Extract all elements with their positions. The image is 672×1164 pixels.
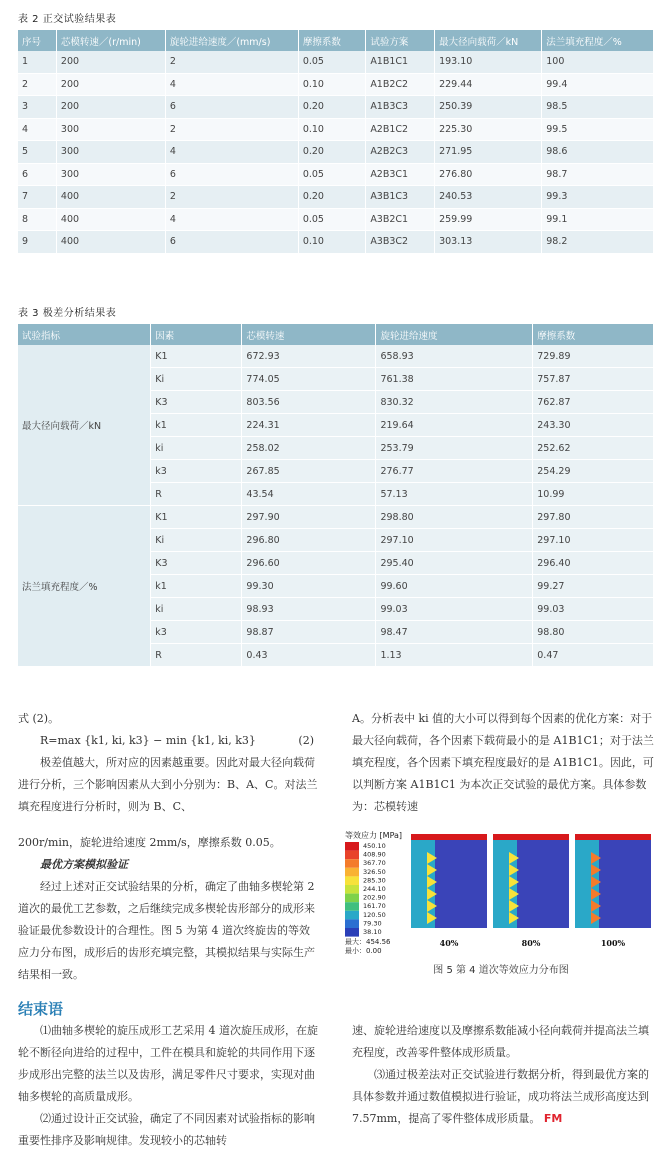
table-cell: 98.6	[542, 141, 654, 164]
stress-panel	[411, 834, 487, 948]
table-cell: 400	[56, 186, 165, 209]
table-cell: 99.03	[376, 598, 533, 621]
column-header: 序号	[18, 30, 56, 51]
legend-value: 38.10	[363, 928, 382, 936]
table-cell: Ki	[151, 368, 242, 391]
table-cell: 1.13	[376, 644, 533, 667]
table-row	[18, 51, 654, 73]
right-column	[352, 708, 654, 818]
table-cell: 254.29	[533, 460, 654, 483]
table-cell: k1	[151, 414, 242, 437]
table-cell: 2	[165, 51, 298, 73]
text-line: 式 (2)。	[18, 712, 60, 725]
table-cell: 4	[165, 73, 298, 96]
table-cell: 0.43	[242, 644, 376, 667]
table-cell: 3	[18, 96, 56, 119]
legend-value: 367.70	[363, 859, 386, 868]
table-cell: 99.60	[376, 575, 533, 598]
panel-label: 40%	[439, 938, 459, 948]
legend-value: 408.90	[363, 850, 386, 859]
table-cell: 2	[18, 73, 56, 96]
table-cell: 0.10	[298, 73, 365, 96]
text-line: 200r/min，旋轮进给速度 2mm/s，摩擦系数 0.05。	[18, 836, 281, 849]
column-header: 芯模转速／(r/min)	[56, 30, 165, 51]
table-cell: 300	[56, 163, 165, 186]
table-cell: 258.02	[242, 437, 376, 460]
table-cell: 98.7	[542, 163, 654, 186]
group-label: 法兰填充程度／%	[18, 506, 151, 667]
table-cell: 57.13	[376, 483, 533, 506]
paragraph: 极差值越大，所对应的因素越重要。因此对最大径向载荷进行分析，三个影响因素从大到小分别为：B、A、C。对法兰填充程度进行分析时，则为 B、C、	[18, 756, 318, 813]
table-cell: Ki	[151, 529, 242, 552]
paragraph: A。分析表中 ki 值的大小可以得到每个因素的优化方案：对于最大径向载荷，各个因素下载荷最小的是 A1B1C1；对于法兰填充程度，各个因素下填充程度最好的是 A1B1C1。因此，可以判断方案 A1B1C1 为本次正交试验的最优方案。具体参数为：芯模转速	[352, 712, 654, 813]
table-cell: 761.38	[376, 368, 533, 391]
table-cell: 658.93	[376, 345, 533, 368]
table-cell: 297.90	[242, 506, 376, 529]
table-cell: 98.47	[376, 621, 533, 644]
table-cell: k3	[151, 621, 242, 644]
paragraph	[352, 1064, 654, 1130]
table-cell: R	[151, 644, 242, 667]
table-cell: 100	[542, 51, 654, 73]
paragraph: 速、旋轮进给速度以及摩擦系数能减小径向载荷并提高法兰填充程度，改善零件整体成形质量。	[352, 1024, 649, 1059]
table-cell: A3B1C3	[366, 186, 435, 209]
table-row	[18, 96, 654, 119]
table-cell: 4	[18, 118, 56, 141]
table-cell: 830.32	[376, 391, 533, 414]
subheading: 最优方案模拟验证	[40, 858, 128, 871]
left-column	[18, 708, 318, 986]
table-cell: 98.87	[242, 621, 376, 644]
table-cell: K3	[151, 391, 242, 414]
table-cell: 243.30	[533, 414, 654, 437]
legend-value: 326.50	[363, 867, 386, 876]
paragraph: 经过上述对正交试验结果的分析，确定了曲轴多楔轮第 2 道次的最优工艺参数，之后继续完成多楔轮齿形部分的成形来验证最优参数设计的合理性。图 5 为第 4 道次终旋齿的等效应力分布图，成形后的齿形充填完整，其模拟结果与实际生产结果相一致。	[18, 880, 315, 981]
legend-swatch	[345, 919, 359, 928]
table-cell: 99.27	[533, 575, 654, 598]
table-cell: 271.95	[435, 141, 542, 164]
table-row	[18, 506, 654, 529]
legend-value: 244.10	[363, 885, 386, 893]
table-cell: 0.20	[298, 141, 365, 164]
table-cell: 295.40	[376, 552, 533, 575]
table-cell: 200	[56, 73, 165, 96]
table-cell: 762.87	[533, 391, 654, 414]
table-cell: A2B3C1	[366, 163, 435, 186]
table-cell: 2	[165, 118, 298, 141]
table-row	[18, 186, 654, 209]
legend-swatch	[345, 911, 359, 920]
table-cell: 259.99	[435, 208, 542, 231]
formula-number: (2)	[298, 734, 314, 747]
table-cell: 672.93	[242, 345, 376, 368]
table-cell: 193.10	[435, 51, 542, 73]
table-cell: 0.47	[533, 644, 654, 667]
table-cell: 276.80	[435, 163, 542, 186]
table-cell: 43.54	[242, 483, 376, 506]
table-cell: 6	[18, 163, 56, 186]
table-cell: 729.89	[533, 345, 654, 368]
table-cell: 276.77	[376, 460, 533, 483]
table-cell: 4	[165, 141, 298, 164]
table-cell: 300	[56, 118, 165, 141]
table-cell: 99.3	[542, 186, 654, 209]
orthogonal-test-table	[18, 30, 654, 254]
legend-value: 285.30	[363, 876, 386, 885]
table-row	[18, 345, 654, 368]
stress-distribution-figure	[343, 828, 659, 958]
column-header: 试验方案	[366, 30, 435, 51]
table-cell: 99.30	[242, 575, 376, 598]
legend-swatch	[345, 876, 359, 885]
table-cell: R	[151, 483, 242, 506]
column-header: 芯模转速	[242, 324, 376, 345]
conclusion-right	[352, 1020, 654, 1130]
table-cell: 400	[56, 231, 165, 254]
legend-value: 79.30	[363, 919, 382, 928]
column-header: 旋轮进给速度／(mm/s)	[165, 30, 298, 51]
table-cell: 98.2	[542, 231, 654, 254]
table-cell: 0.10	[298, 118, 365, 141]
column-header: 摩擦系数	[298, 30, 365, 51]
paragraph: ⑵通过设计正交试验，确定了不同因素对试验指标的影响重要性排序及影响规律。发现较小的芯轴转	[18, 1112, 315, 1147]
panel-label: 100%	[600, 938, 626, 948]
table-cell: A1B2C2	[366, 73, 435, 96]
legend-swatch	[345, 868, 359, 877]
table-cell: 0.05	[298, 208, 365, 231]
table-cell: 0.20	[298, 96, 365, 119]
table2-caption: 表 2 正交试验结果表	[18, 14, 117, 25]
conclusion-left	[18, 1020, 318, 1152]
table-cell: K1	[151, 345, 242, 368]
table-cell: A3B3C2	[366, 231, 435, 254]
legend-value: 202.90	[363, 893, 386, 902]
table-cell: 297.10	[376, 529, 533, 552]
table-cell: 4	[165, 208, 298, 231]
column-header: 旋轮进给速度	[376, 324, 533, 345]
table-cell: 1	[18, 51, 56, 73]
table-cell: 0.20	[298, 186, 365, 209]
table-cell: 6	[165, 96, 298, 119]
legend-swatch	[345, 894, 359, 903]
table-cell: K1	[151, 506, 242, 529]
table-row	[18, 231, 654, 254]
table-cell: 219.64	[376, 414, 533, 437]
column-header: 摩擦系数	[533, 324, 654, 345]
table-cell: 757.87	[533, 368, 654, 391]
column-header: 法兰填充程度／%	[542, 30, 654, 51]
legend-swatch	[345, 859, 359, 868]
table-cell: A2B2C3	[366, 141, 435, 164]
table-row	[18, 208, 654, 231]
group-label: 最大径向载荷／kN	[18, 345, 151, 506]
table-cell: 774.05	[242, 368, 376, 391]
table-cell: 10.99	[533, 483, 654, 506]
table-cell: 224.31	[242, 414, 376, 437]
table-cell: 296.40	[533, 552, 654, 575]
legend-swatch	[345, 842, 359, 851]
table-cell: 9	[18, 231, 56, 254]
table-cell: 5	[18, 141, 56, 164]
legend-value: 120.50	[363, 910, 386, 919]
fm-logo: FM	[543, 1112, 563, 1125]
legend-value: 161.70	[363, 902, 386, 911]
table-cell: 267.85	[242, 460, 376, 483]
table-cell: 297.10	[533, 529, 654, 552]
table-cell: 296.60	[242, 552, 376, 575]
table-cell: 252.62	[533, 437, 654, 460]
table-cell: A1B3C3	[366, 96, 435, 119]
table-cell: 225.30	[435, 118, 542, 141]
table-cell: 297.80	[533, 506, 654, 529]
column-header: 最大径向载荷／kN	[435, 30, 542, 51]
table-cell: A3B2C1	[366, 208, 435, 231]
table-cell: 8	[18, 208, 56, 231]
table-cell: 250.39	[435, 96, 542, 119]
table-cell: 99.5	[542, 118, 654, 141]
paragraph: ⑴曲轴多楔轮的旋压成形工艺采用 4 道次旋压成形，在旋轮不断径向进给的过程中，工件在模具和旋轮的共同作用下逐步成形出完整的法兰以及齿形，满足零件尺寸要求，实现对曲轴多楔轮的高质量成形。	[18, 1024, 318, 1103]
figure-caption: 图 5 第 4 道次等效应力分布图	[433, 965, 569, 976]
table-cell: 99.03	[533, 598, 654, 621]
table-cell: ki	[151, 598, 242, 621]
table-cell: 98.5	[542, 96, 654, 119]
table-cell: 298.80	[376, 506, 533, 529]
table-cell: 400	[56, 208, 165, 231]
table-cell: 200	[56, 51, 165, 73]
table-row	[18, 163, 654, 186]
formula	[18, 730, 318, 752]
stress-panel	[493, 834, 569, 948]
section-heading: 结束语	[18, 1000, 64, 1018]
table-cell: k3	[151, 460, 242, 483]
table-cell: A2B1C2	[366, 118, 435, 141]
table-cell: 803.56	[242, 391, 376, 414]
legend-title: 等效应力 [MPa]	[345, 831, 403, 840]
table-cell: ki	[151, 437, 242, 460]
table-cell: 6	[165, 231, 298, 254]
legend-min: 最小：0.00	[345, 947, 382, 955]
table-cell: K3	[151, 552, 242, 575]
legend-swatch	[345, 885, 359, 894]
table-cell: 253.79	[376, 437, 533, 460]
column-header: 试验指标	[18, 324, 151, 345]
table-cell: 99.4	[542, 73, 654, 96]
table-cell: 7	[18, 186, 56, 209]
table3-caption: 表 3 极差分析结果表	[18, 308, 117, 319]
legend-max: 最大：454.56	[345, 938, 391, 946]
table-cell: 98.80	[533, 621, 654, 644]
table-row	[18, 118, 654, 141]
table-cell: 0.05	[298, 163, 365, 186]
legend-swatch	[345, 902, 359, 911]
legend-value: 450.10	[363, 842, 386, 850]
table-cell: A1B1C1	[366, 51, 435, 73]
paragraph-text: ⑶通过极差法对正交试验进行数据分析，得到最优方案的具体参数并通过数值模拟进行验证，成功将法兰成形高度达到 7.57mm，提高了零件整体成形质量。	[352, 1068, 649, 1125]
table-cell: 300	[56, 141, 165, 164]
formula-text: R=max {k1, ki, k3} − min {k1, ki, k3}	[40, 734, 256, 747]
table-cell: 303.13	[435, 231, 542, 254]
table-cell: 99.1	[542, 208, 654, 231]
panel-label: 80%	[521, 938, 541, 948]
table-cell: 229.44	[435, 73, 542, 96]
table-cell: k1	[151, 575, 242, 598]
stress-panel	[575, 834, 651, 948]
table-cell: 0.05	[298, 51, 365, 73]
table-cell: 6	[165, 163, 298, 186]
table-cell: 98.93	[242, 598, 376, 621]
table-cell: 0.10	[298, 231, 365, 254]
range-analysis-table	[18, 324, 654, 667]
table-cell: 240.53	[435, 186, 542, 209]
legend-swatch	[345, 928, 359, 937]
column-header: 因素	[151, 324, 242, 345]
table-row	[18, 73, 654, 96]
table-cell: 2	[165, 186, 298, 209]
table-cell: 296.80	[242, 529, 376, 552]
table-cell: 200	[56, 96, 165, 119]
legend-swatch	[345, 851, 359, 860]
table-row	[18, 141, 654, 164]
